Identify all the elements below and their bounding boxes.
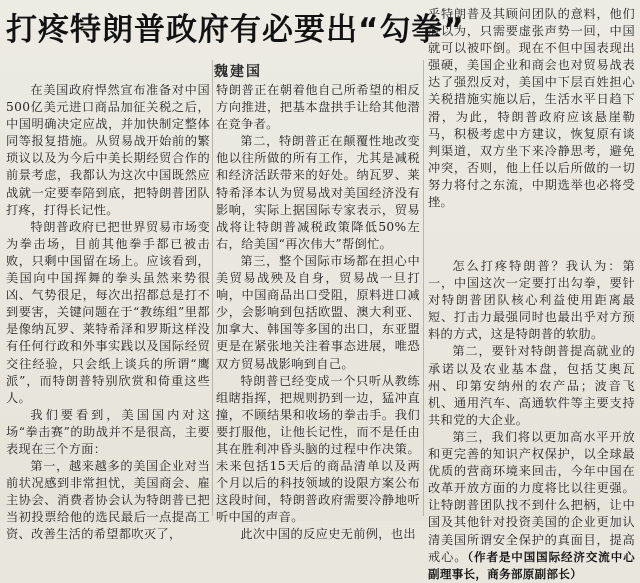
article-column-3 bbox=[428, 6, 635, 581]
paragraph bbox=[428, 429, 635, 583]
paragraph: 第一，越来越多的美国企业对当前状况感到非常担忧，美国商会、雇主协会、消费者协会认为特朗普已把当初投票给他的选民最后一点提高工资、改善生活的希望都吹灭了， bbox=[6, 459, 210, 542]
paragraph: 在美国政府悍然宣布准备对中国500亿美元进口商品加征关税之后，中国明确决定应战，并加快制定整体同等报复措施。从贸易战开始前的繁琐议以及为今后中美长期经贸合作的前景考虑，我都认为这次中国既然应战就一定要奉陪到底，把特朗普团队打疼，打得长记性。 bbox=[6, 83, 210, 217]
paragraph: 第二，要针对特朗普提高就业的承诺以及农业基本盘，包括艾奥瓦州、印第安纳州的农产品；波音飞机、通用汽车、高通软件等主要支持共和党的大企业。 bbox=[428, 344, 635, 427]
paragraph: 此次中国的反应史无前例，也出 bbox=[240, 527, 416, 542]
column-3-continuation bbox=[428, 6, 635, 258]
paragraph: 第二，特朗普正在颠覆性地改变他以往所做的所有工作，尤其是减税和经济活跃带来的好处。纳瓦罗、莱特希泽本认为贸易战对美国经济没有影响，实际上据国际专家表示，贸易战将让特朗普减税政策降低50%左右，给美国“再次伟大”帮倒忙。 bbox=[216, 134, 420, 251]
article-column-1 bbox=[6, 82, 210, 542]
article-column-2 bbox=[216, 82, 420, 542]
paragraph: 怎么打疼特朗普？我认为：第一，中国这次一定要打出勾拳，要针对特朗普团队核心利益使用距离最短、打击力最强同时也最出乎对方预料的方式，这是特朗普的软肋。 bbox=[428, 259, 635, 342]
paragraph: 第三，整个国际市场都在担心中美贸易战殃及自身，贸易战一旦打响，中国商品出口受阻，原料进口减少，会影响到包括欧盟、澳大利亚、加拿大、韩国等多国的出口，东亚盟更是在紧张地关注着事态进展，唯恐双方贸易战影响到自己。 bbox=[216, 253, 420, 371]
author-credit: （作者是中国国际经济交流中心副理事长，商务部原副部长） bbox=[428, 549, 635, 581]
article-headline: 打疼特朗普政府有必要出“勾拳” bbox=[6, 12, 465, 48]
paragraph: 特朗普已经变成一个只听从教练组瞎指挥，把规则扔到一边，猛冲直撞，不顾结果和收场的拳击手。我们要打服他，让他长记性，而不是任由其在胜利冲昏头脑的过程中作决策。未来包括15天后的商品清单以及两个月以后的科技领域的设限方案公布这段时间，特朗普政府需要冷静地听听中国的声音。 bbox=[216, 373, 420, 525]
column-divider bbox=[212, 60, 213, 516]
article-byline: 魏建国 bbox=[214, 64, 262, 80]
paragraph-text: 第三，我们将以更加高水平开放和更完善的知识产权保护，以全球最优质的营商环境来回击，今年中国在改革开放方面的力度将比以往更强。让特朗普团队找不到什么把柄，让中国及其他针对投资美国的企业更加认清美国所谓安全保护的真面目，提高戒心。 bbox=[428, 429, 635, 564]
paragraph: 特朗普政府已把世界贸易市场变为拳击场，目前其他拳手都已被击败，只剩中国留在场上。应该看到，美国向中国挥舞的拳头虽然来势很凶、气势很足，每次出招都总是打不到要害，关键问题在于“教练组”里都是像纳瓦罗、莱特希泽和罗斯这样没有任何行政和外事实践以及国际经贸交往经验，只会纸上谈兵的所谓“鹰派”，而特朗普特别欣赏和倚重这些人。 bbox=[6, 219, 210, 405]
column-divider bbox=[423, 60, 424, 516]
paragraph: 我们要看到，美国国内对这场“拳击赛”的助战并不是很高，主要表现在三个方面： bbox=[6, 407, 210, 456]
paragraph: 乎特朗普及其顾问团队的意料，他们原以为，只需要虚张声势一回，中国就可以被吓倒。现在不但中国表现出强硬，美国企业和商会也对贸易战表达了强烈反对，美国中下层百姓担心关税措施实施以后，生活水平日趋下滑，为此，特朗普政府应该悬崖勒马，积极考虑中方建议，恢复原有谈判渠道，双方坐下来冷静思考，避免冲突，否则，他上任以后所做的一切努力将付之东流，中期选举也必将受挫。 bbox=[428, 7, 635, 210]
paragraph: 特朗普正在朝着他自己所希望的相反方向推进，把基本盘拱手让给其他潜在竞争者。 bbox=[216, 83, 420, 132]
